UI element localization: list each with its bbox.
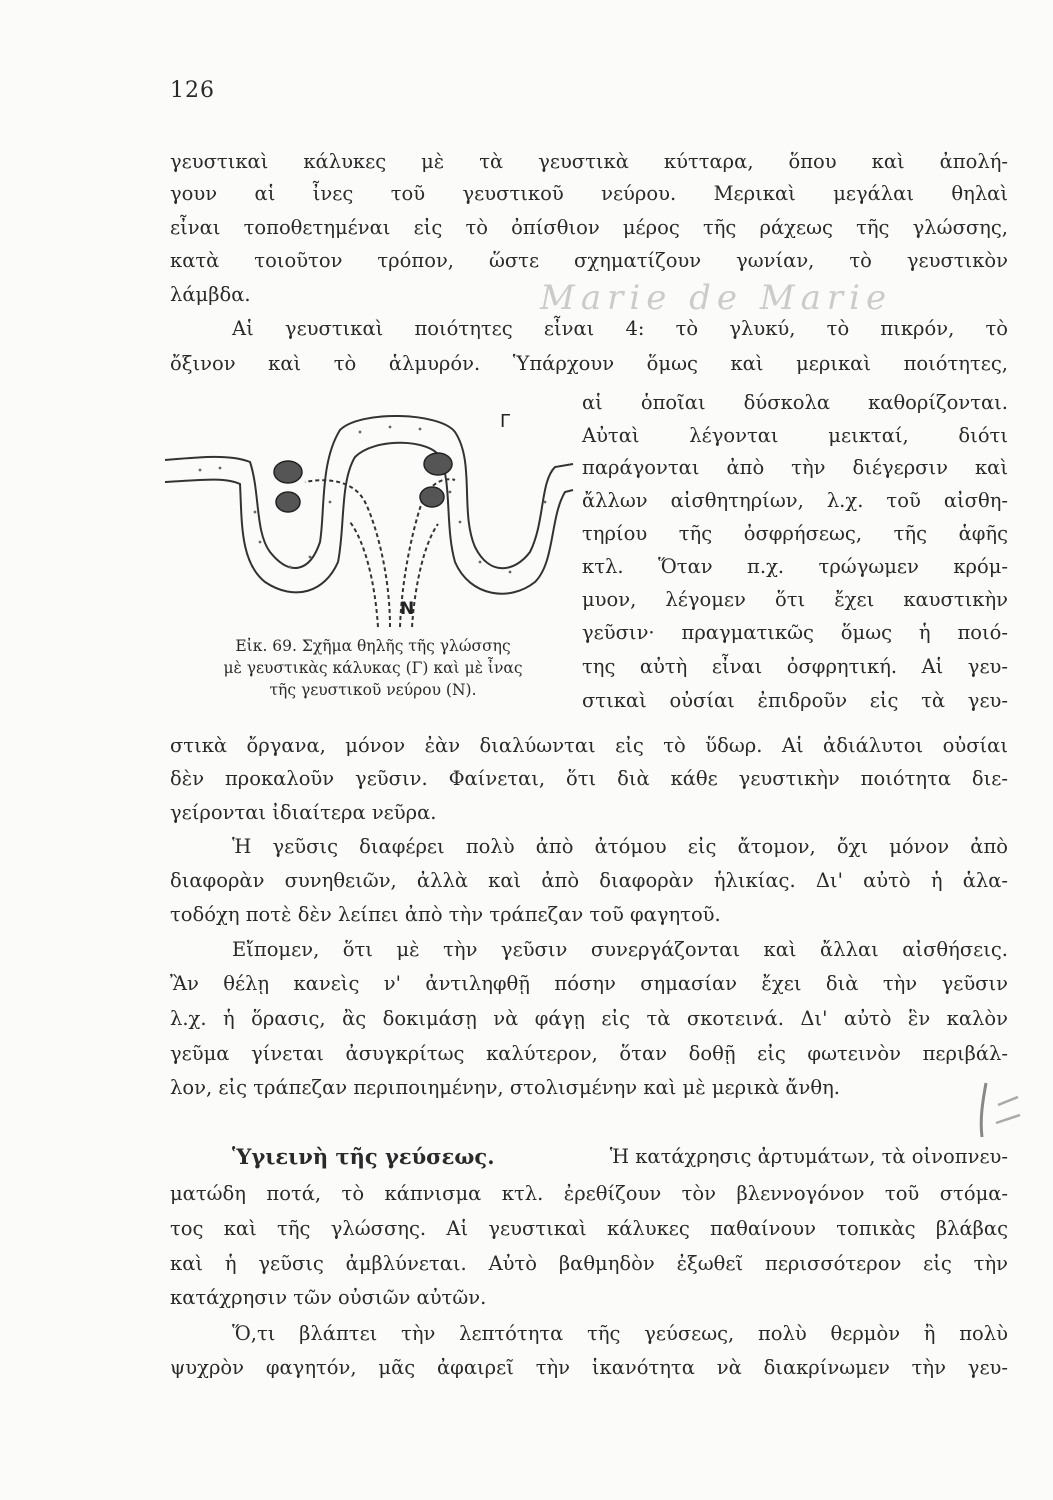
text-line: τος καὶ τῆς γλώσσης. Αἱ γευστικαὶ κάλυκες παθαίνουν τοπικὰς βλάβας	[170, 1217, 1008, 1240]
text-line: παράγονται ἀπὸ τὴν διέγερσιν καὶ	[582, 456, 1008, 479]
hygiene-first-line	[232, 1141, 1008, 1173]
page-number: 126	[170, 78, 215, 103]
text-line: τοδόχη ποτὲ δὲν λείπει ἀπὸ τὴν τράπεζαν τοῦ φαγητοῦ.	[170, 903, 721, 926]
text-line: δὲν προκαλοῦν γεῦσιν. Φαίνεται, ὅτι διὰ κάθε γευστικὴν ποιότητα διε-	[170, 767, 1008, 790]
text-line: ματώδη ποτά, τὸ κάπνισμα κτλ. ἐρεθίζουν τὸν βλεννογόνον τοῦ στόμα-	[170, 1182, 1008, 1205]
figure-caption: τῆς γευστικοῦ νεύρου (N).	[269, 681, 477, 699]
text-line: εἶναι τοποθετημέναι εἰς τὸ ὀπίσθιον μέρος τῆς ράχεως τῆς γλώσσης,	[170, 216, 1008, 239]
text-line: λον, εἰς τράπεζαν περιποιημένην, στολισμένην καὶ μὲ μερικὰ ἄνθη.	[170, 1076, 840, 1099]
text-line: της αὐτὴ εἶναι ὀσφρητική. Αἱ γευ-	[582, 655, 1008, 678]
margin-mark	[968, 1075, 1023, 1145]
text-line: Ἡ γεῦσις διαφέρει πολὺ ἀπὸ ἀτόμου εἰς ἄτομον, ὄχι μόνον ἀπὸ	[232, 835, 1008, 858]
text-line: ψυχρὸν φαγητόν, μᾶς ἀφαιρεῖ τὴν ἱκανότητα νὰ διακρίνωμεν τὴν γευ-	[170, 1356, 1008, 1379]
text-line: γεῦμα γίνεται ἀσυγκρίτως καλύτερον, ὅταν δοθῇ εἰς φωτεινὸν περιβάλ-	[170, 1042, 1008, 1065]
text-line: Εἴπομεν, ὅτι μὲ τὴν γεῦσιν συνεργάζονται καὶ ἄλλαι αἰσθήσεις.	[232, 938, 1008, 961]
figure-caption: Εἰκ. 69. Σχῆμα θηλῆς τῆς γλώσσης	[235, 637, 511, 655]
text-line: Αὐταὶ λέγονται μεικταί, διότι	[582, 424, 1008, 447]
text-line: ἄλλων αἰσθητηρίων, λ.χ. τοῦ αἰσθη-	[582, 489, 1008, 512]
section-heading: Ὑγιεινὴ τῆς γεύσεως.	[232, 1144, 495, 1169]
text-line: μυον, λέγομεν ὅτι ἔχει καυστικὴν	[582, 588, 1008, 611]
text-line: τηρίου τῆς ὀσφρήσεως, τῆς ἁφῆς	[582, 522, 1008, 545]
text-line: γευστικαὶ κάλυκες μὲ τὰ γευστικὰ κύτταρα, ὅπου καὶ ἀπολή-	[170, 150, 1008, 173]
handwriting-annotation: Marie de Marie	[540, 278, 893, 318]
text-line: διαφορὰν συνηθειῶν, ἀλλὰ καὶ ἀπὸ διαφορὰν ἡλικίας. Δι' αὐτὸ ἡ ἁλα-	[170, 869, 1008, 892]
text-line: λ.χ. ἡ ὅρασις, ἂς δοκιμάσῃ νὰ φάγῃ εἰς τὰ σκοτεινά. Δι' αὐτὸ ἓν καλὸν	[170, 1007, 1008, 1030]
figure-label-n: N	[400, 599, 415, 619]
text-line: στικαὶ οὐσίαι ἐπιδροῦν εἰς τὰ γευ-	[582, 689, 1008, 712]
text-line: αἱ ὁποῖαι δύσκολα καθορίζονται.	[582, 391, 1008, 414]
text-line: Αἱ γευστικαὶ ποιότητες εἶναι 4: τὸ γλυκύ, τὸ πικρόν, τὸ	[232, 317, 1008, 340]
text-line: κατὰ τοιοῦτον τρόπον, ὥστε σχηματίζουν γωνίαν, τὸ γευστικὸν	[170, 249, 1008, 272]
text-line: Ὅ,τι βλάπτει τὴν λεπτότητα τῆς γεύσεως, πολὺ θερμὸν ἢ πολὺ	[232, 1322, 1008, 1345]
text-line: Ἡ κατάχρησις ἀρτυμάτων, τὰ οἰνοπνευ-	[609, 1145, 1008, 1168]
text-line: Ἂν θέλῃ κανεὶς ν' ἀντιληφθῇ πόσην σημασίαν ἔχει διὰ τὴν γεῦσιν	[170, 972, 1008, 995]
papilla-figure	[160, 402, 575, 632]
text-line: ὄξινον καὶ τὸ ἁλμυρόν. Ὑπάρχουν ὅμως καὶ μερικαὶ ποιότητες,	[170, 352, 1008, 375]
text-line: λάμβδα.	[170, 283, 251, 306]
text-line: γεῦσιν· πραγματικῶς ὅμως ἡ ποιό-	[582, 621, 1008, 644]
text-line: κτλ. Ὅταν π.χ. τρώγωμεν κρόμ-	[582, 555, 1008, 578]
text-line: γείρονται ἰδιαίτερα νεῦρα.	[170, 801, 437, 824]
figure-label-g: Γ	[500, 411, 511, 432]
text-line: καὶ ἡ γεῦσις ἀμβλύνεται. Αὐτὸ βαθμηδὸν ἐξωθεῖ περισσότερον εἰς τὴν	[170, 1252, 1008, 1275]
text-line: γουν αἱ ἶνες τοῦ γευστικοῦ νεύρου. Μερικαὶ μεγάλαι θηλαὶ	[170, 182, 1008, 205]
text-line: στικὰ ὄργανα, μόνον ἐὰν διαλύωνται εἰς τὸ ὕδωρ. Αἱ ἀδιάλυτοι οὐσίαι	[170, 734, 1008, 757]
figure-caption: μὲ γευστικὰς κάλυκας (Γ) καὶ μὲ ἶνας	[223, 659, 523, 677]
text-line: κατάχρησιν τῶν οὐσιῶν αὐτῶν.	[170, 1286, 487, 1309]
